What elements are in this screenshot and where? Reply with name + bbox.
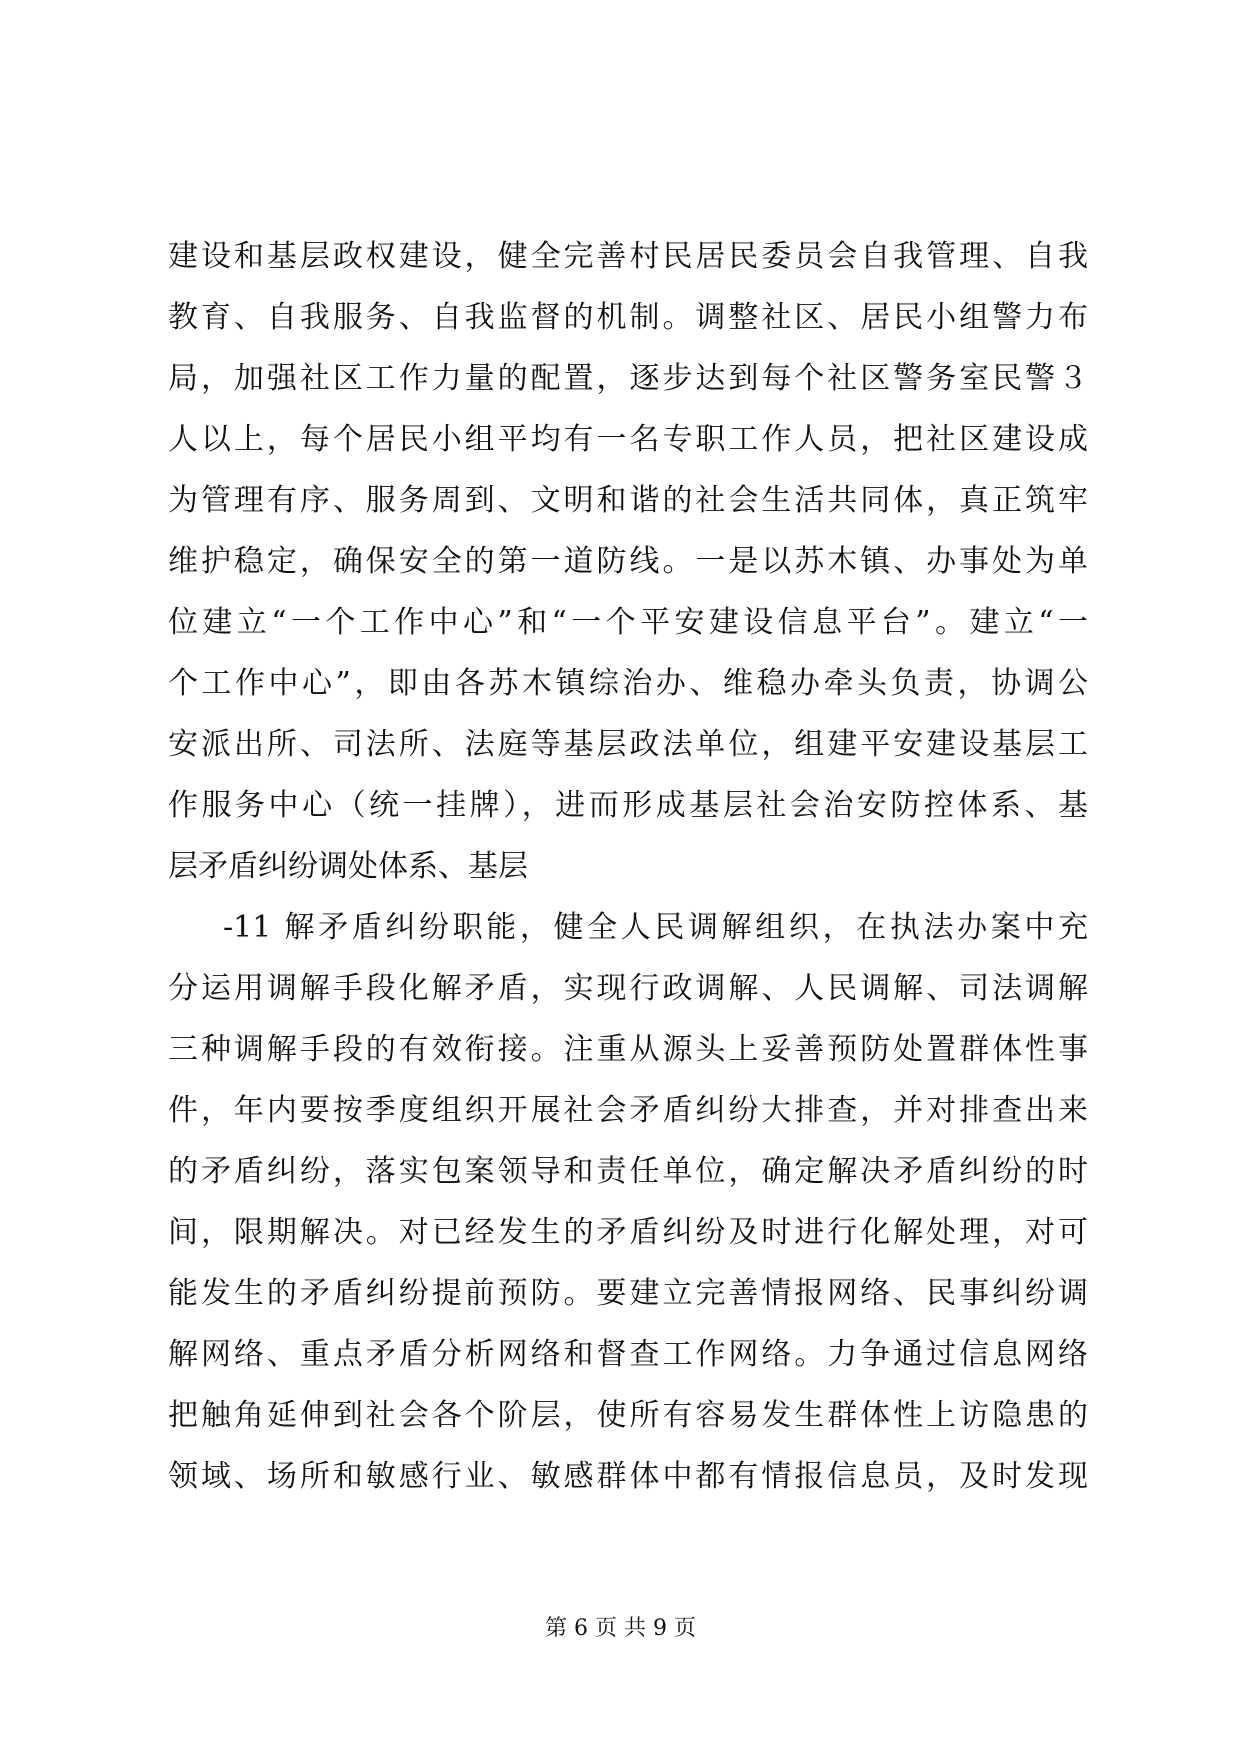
text-line: 解网络、重点矛盾分析网络和督查工作网络。力争通过信息网络: [168, 1337, 1088, 1372]
text-line: 领域、场所和敏感行业、敏感群体中都有情报信息员，及时发现: [168, 1459, 1088, 1494]
text-line: 能发生的矛盾纠纷提前预防。要建立完善情报网络、民事纠纷调: [168, 1276, 1088, 1311]
text-line: 分运用调解手段化解矛盾，实现行政调解、人民调解、司法调解: [168, 971, 1088, 1006]
page-number-label: 第 6 页 共 9 页: [545, 1616, 696, 1641]
text-line: 把触角延伸到社会各个阶层，使所有容易发生群体性上访隐患的: [168, 1398, 1088, 1433]
text-line: 安派出所、司法所、法庭等基层政法单位，组建平安建设基层工: [168, 727, 1088, 762]
text-line: 为管理有序、服务周到、文明和谐的社会生活共同体，真正筑牢: [168, 483, 1088, 518]
text-line: 人以上，每个居民小组平均有一名专职工作人员，把社区建设成: [168, 422, 1088, 457]
text-line: 维护稳定，确保安全的第一道防线。一是以苏木镇、办事处为单: [168, 544, 1088, 579]
text-line: 局，加强社区工作力量的配置，逐步达到每个社区警务室民警３: [168, 361, 1088, 396]
text-line: 建设和基层政权建设，健全完善村民居民委员会自我管理、自我: [168, 239, 1088, 274]
text-line: 层矛盾纠纷调处体系、基层: [168, 849, 528, 884]
text-line: 间，限期解决。对已经发生的矛盾纠纷及时进行化解处理，对可: [168, 1215, 1088, 1250]
text-line: 作服务中心（统一挂牌），进而形成基层社会治安防控体系、基: [168, 788, 1088, 823]
text-line: 位建立“一个工作中心”和“一个平安建设信息平台”。建立“一: [168, 605, 1088, 640]
text-line: 件，年内要按季度组织开展社会矛盾纠纷大排查，并对排查出来: [168, 1093, 1088, 1128]
text-line: -11 解矛盾纠纷职能，健全人民调解组织，在执法办案中充: [223, 910, 1088, 945]
document-body: [168, 226, 1088, 1507]
text-line: 教育、自我服务、自我监督的机制。调整社区、居民小组警力布: [168, 300, 1088, 335]
text-line: 个工作中心”，即由各苏木镇综治办、维稳办牵头负责，协调公: [168, 666, 1088, 701]
page-footer: [0, 1614, 1241, 1644]
text-line: 的矛盾纠纷，落实包案领导和责任单位，确定解决矛盾纠纷的时: [168, 1154, 1088, 1189]
text-line: 三种调解手段的有效衔接。注重从源头上妥善预防处置群体性事: [168, 1032, 1088, 1067]
